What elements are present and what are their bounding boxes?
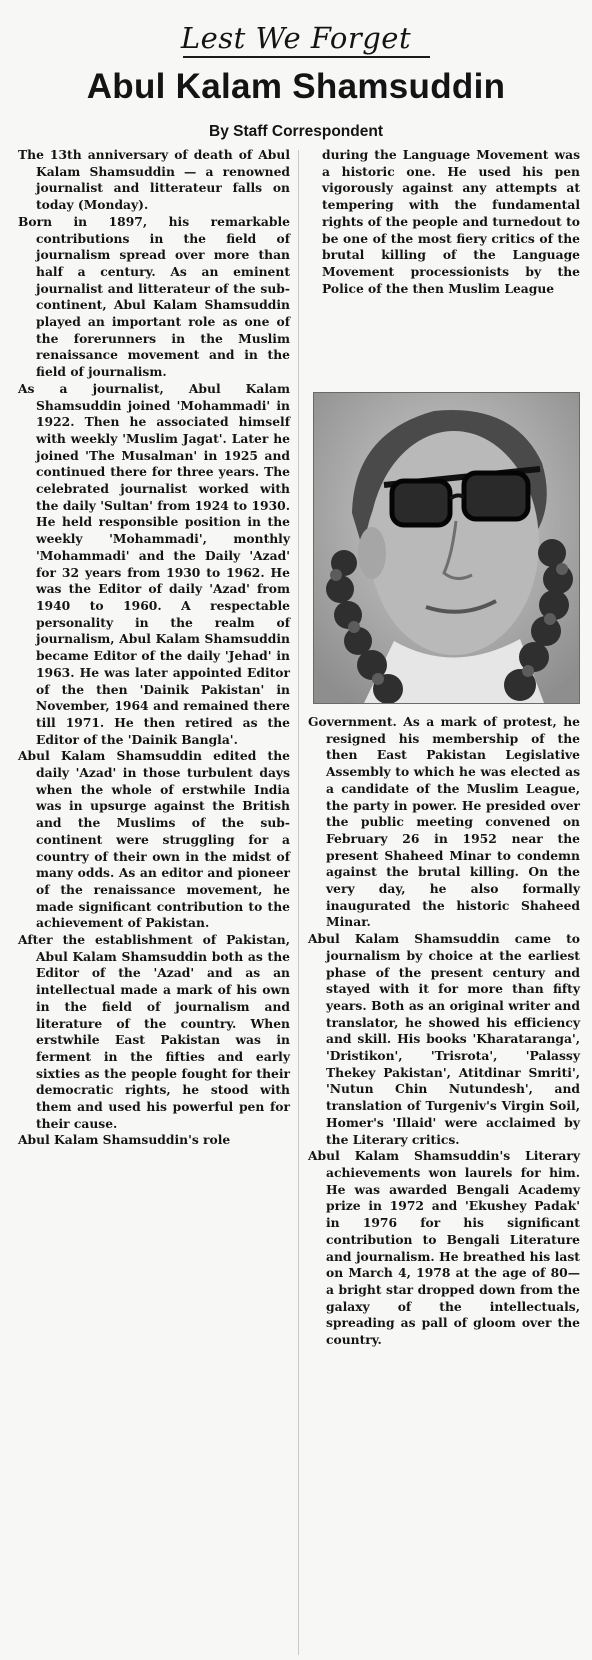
paragraph: Abul Kalam Shamsuddin edited the daily 'Azad' in those turbulent days when the whole of erstwhile India was in upsurge against the British and the Muslims of the sub-continent were struggling for a country of their own in the midst of many odds. As an editor and pioneer of the renaissance movement, he made significant contribution to the achievement of Pakistan. [18,748,290,931]
paragraph: After the establishment of Pakistan, Abul Kalam Shamsuddin both as the Editor of the 'Azad' and as an intellectual made a mark of his own in the field of journalism and literature of the country. When erstwhile East Pakistan was in ferment in the fifties and early sixties as the people fought for their democratic rights, he stood with them and used his powerful pen for their cause. [18,932,290,1131]
portrait-photo [313,392,580,704]
portrait-image [314,393,579,703]
paragraph: Born in 1897, his remarkable contributions in the field of journalism spread over more than half a century. As an eminent journalist and litterateur of the sub-continent, Abul Kalam Shamsuddin played an important role as one of the forerunners in the Muslim renaissance movement and in the field of journalism. [18,213,290,380]
column-divider [298,150,299,1655]
kicker-title: Lest We Forget [180,21,412,55]
byline: By Staff Correspondent [209,123,383,140]
right-column-top [308,147,580,297]
left-column [18,147,290,1149]
paragraph: Abul Kalam Shamsuddin's Literary achievements won laurels for him. He was awarded Bengali Academy prize in 1972 and 'Ekushey Padak' in 1976 for his significant contribution to Bengali Literature and journalism. He breathed his last on March 4, 1978 at the age of 80—a bright star dropped down from the galaxy of the intellectuals, spreading as pall of gloom over the country. [308,1148,580,1348]
headline: Abul Kalam Shamsuddin [86,67,506,106]
paragraph: Abul Kalam Shamsuddin's role [18,1132,231,1148]
paragraph: The 13th anniversary of death of Abul Kalam Shamsuddin — a renowned journalist and litterateur falls on today (Monday). [18,147,290,213]
paragraph: during the Language Movement was a historic one. He used his pen vigorously against any attempts at tempering with the fundamental rights of the people and turnedout to be one of the most fiery critics of the brutal killing of the Language Movement processionists by the Police of the then Muslim League [322,147,580,296]
paragraph: As a journalist, Abul Kalam Shamsuddin joined 'Mohammadi' in 1922. Then he associated himself with weekly 'Muslim Jagat'. Later he joined 'The Musalman' in 1925 and continued there for three years. The celebrated journalist worked with the daily 'Sultan' from 1924 to 1930. He held responsible position in the weekly 'Mohammadi', monthly 'Mohammadi' and the Daily 'Azad' for 32 years from 1930 to 1962. He was the Editor of daily 'Azad' from 1940 to 1960. A respectable personality in the realm of journalism, Abul Kalam Shamsuddin became Editor of the daily 'Jehad' in 1963. He was later appointed Editor of the then 'Dainik Pakistan' in November, 1964 and remained there till 1971. He then retired as the Editor of the 'Dainik Bangla'. [18,380,290,747]
paragraph: Abul Kalam Shamsuddin came to journalism by choice at the earliest phase of the present century and stayed with it for more than fifty years. Both as an original writer and translator, he showed his efficiency and skill. His books 'Kharataranga', 'Dristikon', 'Trisrota', 'Palassy Thekey Pakistan', Atitdinar Smriti', 'Nutun Chin Nutundesh', and translation of Turgeniv's Virgin Soil, Homer's 'Illaid' were acclaimed by the Literary critics. [308,931,580,1147]
kicker-underline [183,56,430,58]
right-column-bottom [308,714,580,1349]
paragraph: Government. As a mark of protest, he resigned his membership of the then East Pakistan Legislative Assembly to which he was elected as a candidate of the Muslim League, the party in power. He presided over the public meeting convened on February 26 in 1952 near the present Shaheed Minar to condemn against the brutal killing. On the very day, he also formally inaugurated the historic Shaheed Minar. [308,714,580,930]
